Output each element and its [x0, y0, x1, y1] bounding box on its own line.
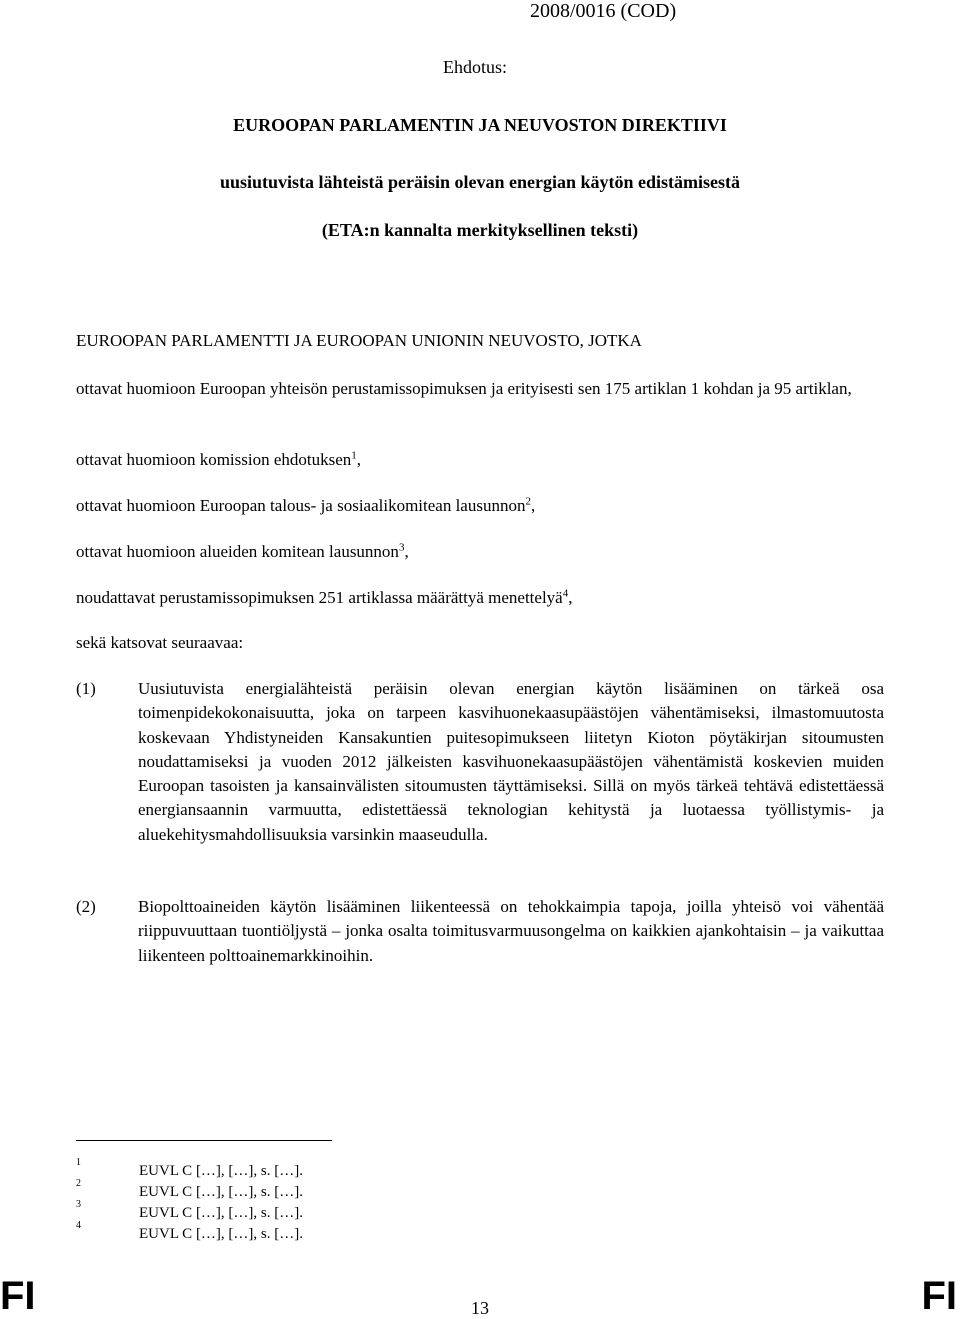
recital-text: Biopolttoaineiden käytön lisääminen liikenteessä on tehokkaimpia tapoja, joilla yhteisö voi vähentää riippuvuuttaan tuontiöljystä – jonka osalta toimitusvarmuusongelma on kaikkien ajankohtaisin – ja vaikuttaa liikenteen polttoainemarkkinoihin. — [138, 897, 884, 965]
footnote-ref: 1 — [351, 449, 357, 462]
footnote-number: 1 — [76, 1157, 81, 1168]
footnote-1 — [76, 1157, 376, 1183]
footnote-text: EUVL C […], […], s. […]. — [139, 1184, 303, 1200]
citation-end: , — [530, 496, 536, 515]
recital-1 — [76, 677, 884, 847]
footnote-separator — [76, 1140, 332, 1141]
footnote-ref: 4 — [562, 587, 569, 600]
directive-subject: uusiutuvista lähteistä peräisin olevan energian käytön edistämisestä — [219, 172, 741, 192]
footnote-number: 2 — [76, 1178, 81, 1189]
preamble-citation-cor — [76, 540, 884, 564]
eea-relevance-note: (ETA:n kannalta merkityksellinen teksti) — [321, 220, 639, 240]
recital-2 — [76, 895, 884, 968]
citation-text: ottavat huomioon alueiden komitean lausunnon — [76, 542, 399, 561]
preamble-whereas: sekä katsovat seuraavaa: — [76, 633, 244, 652]
preamble-citation-esc — [76, 494, 884, 518]
preamble-citation-procedure — [76, 586, 884, 610]
footnote-text: EUVL C […], […], s. […]. — [139, 1163, 303, 1179]
citation-end: , — [404, 542, 409, 561]
directive-title: EUROOPAN PARLAMENTIN JA NEUVOSTON DIREKTIIVI — [233, 115, 727, 135]
preamble-citation-commission — [76, 448, 884, 472]
footnote-text: EUVL C […], […], s. […]. — [139, 1226, 303, 1242]
footnote-number: 3 — [76, 1199, 81, 1210]
footnote-number: 4 — [76, 1220, 81, 1231]
preamble-citation-treaty: ottavat huomioon Euroopan yhteisön perustamissopimuksen ja erityisesti sen 175 artiklan 1 kohdan ja 95 artiklan, — [76, 379, 852, 398]
document-reference: 2008/0016 (COD) — [530, 0, 677, 22]
recital-number: (1) — [76, 679, 96, 698]
citation-text: noudattavat perustamissopimuksen 251 artiklassa määrättyä menettelyä — [76, 588, 563, 607]
footnote-2 — [76, 1178, 376, 1204]
footnote-ref: 3 — [398, 541, 405, 554]
citation-text: ottavat huomioon Euroopan talous- ja sosiaalikomitean lausunnon — [76, 496, 526, 515]
citation-end: , — [356, 450, 362, 469]
preamble-intro: EUROOPAN PARLAMENTTI JA EUROOPAN UNIONIN NEUVOSTO, JOTKA — [76, 331, 642, 350]
recital-text: Uusiutuvista energialähteistä peräisin olevan energian käytön lisääminen on tärkeä osa toimenpidekokonaisuutta, joka on tarpeen kasvihuonekaasupäästöjen vähentämiseksi, ilmastomuutosta koskevaan Yhdistyneiden Kansakuntien puitesopimukseen liitetyn Kioton pöytäkirjan sitoumusten noudattamiseksi ja vuoden 2012 jälkeisten kasvihuonekaasupäästöjen vähentämistä koskevien muiden Euroopan tasoisten ja kansainvälisten sitoumusten täyttämiseksi. Sillä on myös tärkeä tehtävä edistettäessä energiansaannin varmuutta, edistettäessä teknologian kehitystä ja luotaessa työllistymis- ja aluekehitysmahdollisuuksia varsinkin maaseudulla. — [138, 679, 884, 844]
footnote-4 — [76, 1220, 376, 1246]
footnote-3 — [76, 1199, 376, 1225]
page-number: 13 — [471, 1298, 489, 1318]
proposal-label: Ehdotus: — [443, 57, 508, 77]
citation-end: , — [568, 588, 573, 607]
citation-text: ottavat huomioon komission ehdotuksen — [76, 450, 352, 469]
recital-number: (2) — [76, 897, 96, 916]
language-code-left: FI — [0, 1274, 36, 1318]
footnote-text: EUVL C […], […], s. […]. — [139, 1205, 303, 1221]
footnote-ref: 2 — [525, 495, 531, 508]
language-code-right: FI — [921, 1274, 957, 1318]
